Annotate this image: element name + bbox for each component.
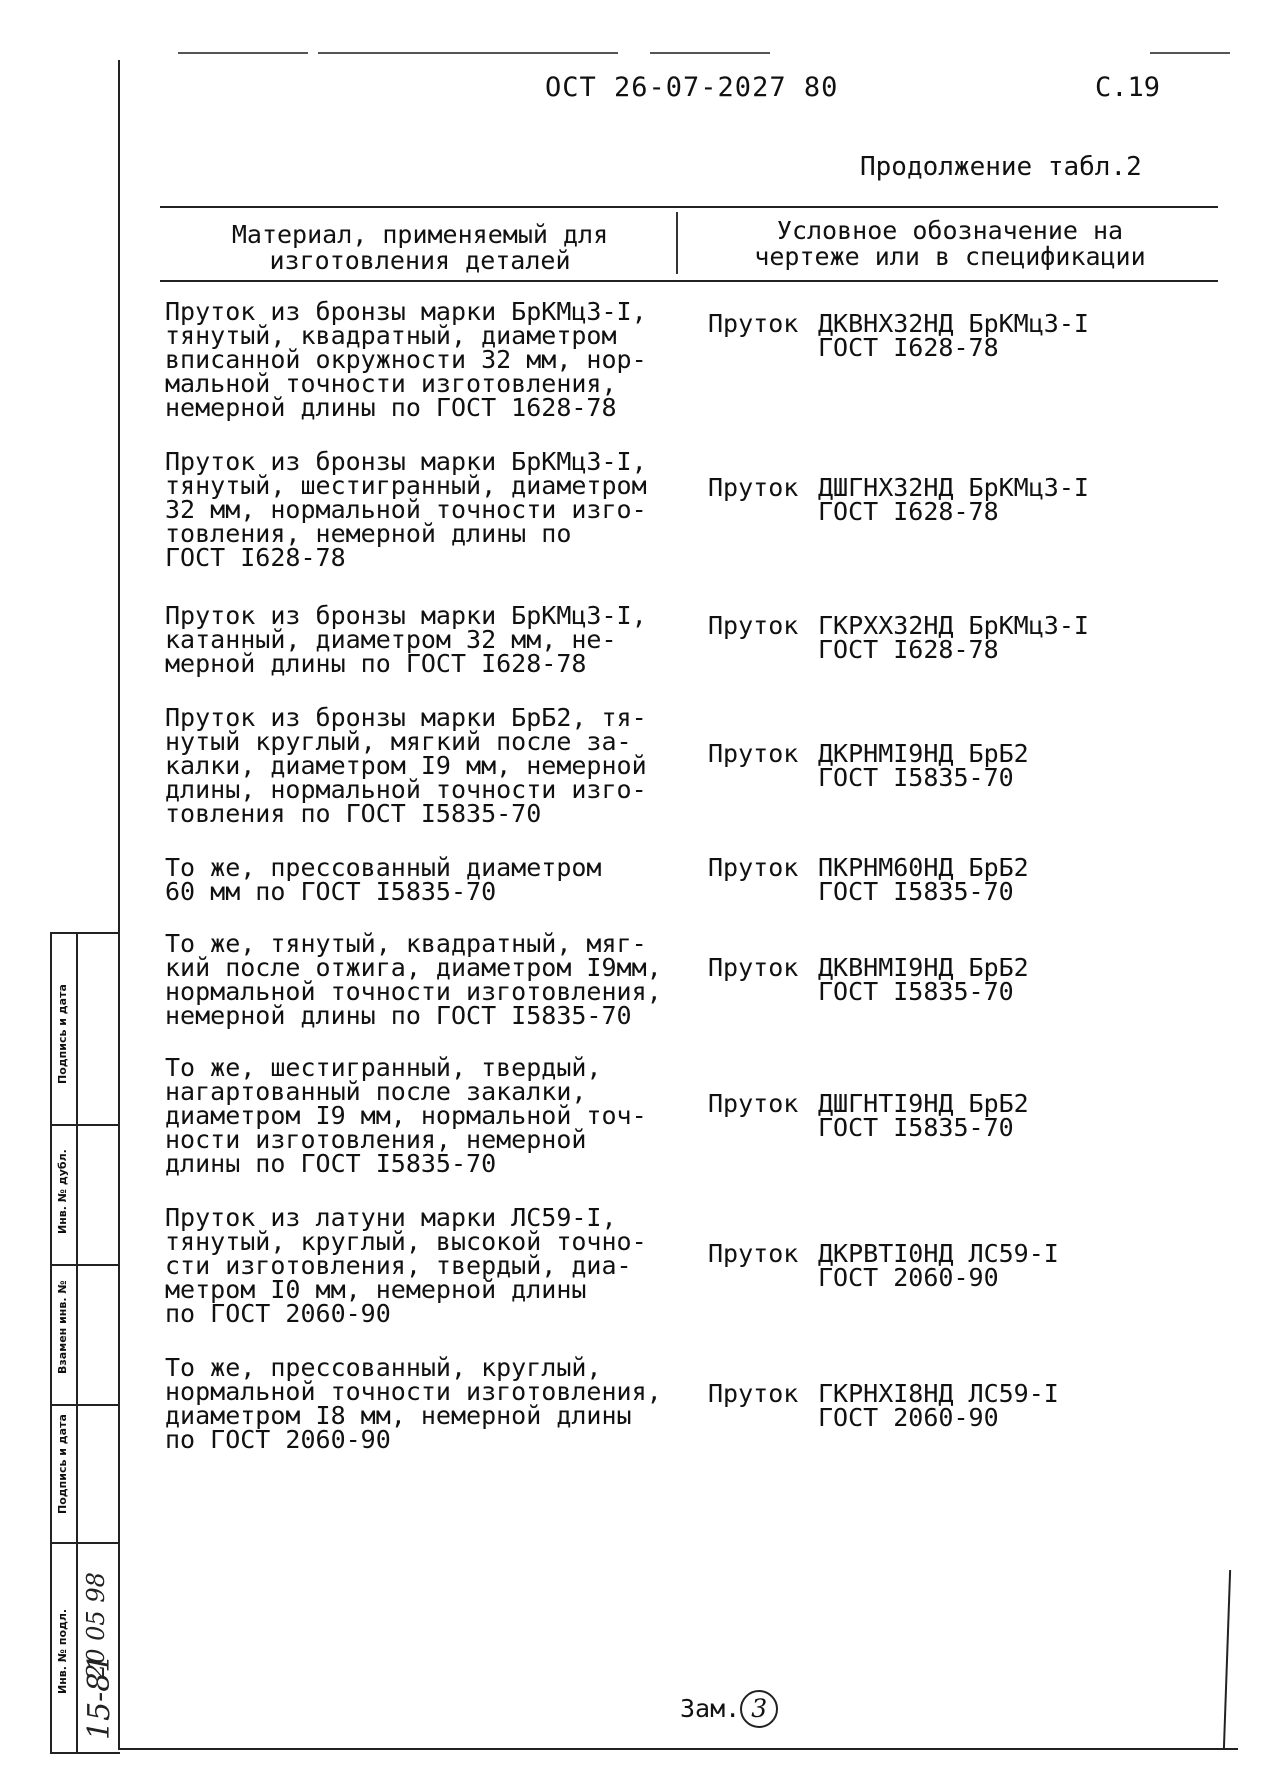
designation-standard: ГОСТ I628-78 bbox=[818, 635, 999, 664]
designation-cell bbox=[708, 309, 1089, 362]
designation-keyword: Пруток bbox=[708, 1379, 799, 1408]
stamp-signature-date-value: 20 05 98 bbox=[82, 1572, 110, 1679]
material-cell: Пруток из бронзы марки БрКМц3-I, тянутый, квадратный, диаметром вписанной окружности 32 мм, нор- мальной точности изготовления, немерной длины по ГОСТ 1628-78 bbox=[165, 297, 647, 422]
table-top-rule bbox=[160, 206, 1218, 208]
designation-code: ДКРВТI0НД ЛС59-I bbox=[818, 1239, 1059, 1268]
designation-keyword: Пруток bbox=[708, 1239, 799, 1268]
designation-standard: ГОСТ I628-78 bbox=[818, 497, 999, 526]
material-cell: То же, прессованный диаметром 60 мм по ГОСТ I5835-70 bbox=[165, 853, 602, 906]
designation-keyword: Пруток bbox=[708, 853, 799, 882]
stamp-cell-divider bbox=[52, 1124, 120, 1126]
designation-standard: ГОСТ 2060-90 bbox=[818, 1403, 999, 1432]
designation-cell bbox=[708, 1239, 1059, 1292]
stamp-label-replaced-inventory: Взамен инв. № bbox=[56, 1280, 69, 1374]
material-cell: Пруток из бронзы марки БрКМц3-I, тянутый, шестигранный, диаметром 32 мм, нормальной точности изго- товления, немерной длины по ГОСТ I628-78 bbox=[165, 447, 647, 572]
column-divider bbox=[676, 212, 678, 274]
page-number: С.19 bbox=[1095, 72, 1161, 103]
material-cell: Пруток из бронзы марки БрБ2, тя- нутый круглый, мягкий после за- калки, диаметром I9 мм, немерной длины, нормальной точности изго- товления по ГОСТ I5835-70 bbox=[165, 703, 647, 828]
designation-standard: ГОСТ 2060-90 bbox=[818, 1263, 999, 1292]
designation-standard: ГОСТ I5835-70 bbox=[818, 763, 1014, 792]
frame-bottom-border bbox=[118, 1748, 1238, 1750]
stamp-label-signature-date: Подпись и дата bbox=[56, 1414, 69, 1514]
designation-keyword: Пруток bbox=[708, 611, 799, 640]
stamp-label-signature-date-top: Подпись и дата bbox=[56, 984, 69, 1084]
designation-keyword: Пруток bbox=[708, 953, 799, 982]
table-header-rule bbox=[160, 280, 1218, 282]
stamp-label-original-inventory: Инв. № подл. bbox=[56, 1608, 69, 1694]
designation-cell bbox=[708, 853, 1029, 906]
designation-keyword: Пруток bbox=[708, 739, 799, 768]
table-continuation-label: Продолжение табл.2 bbox=[860, 152, 1142, 182]
frame-top-dash bbox=[1150, 52, 1230, 54]
stamp-label-divider bbox=[76, 934, 78, 1752]
stamp-cell-divider bbox=[52, 1542, 120, 1544]
designation-standard: ГОСТ I5835-70 bbox=[818, 1113, 1014, 1142]
designation-code: ДКВНМI9НД БрБ2 bbox=[818, 953, 1029, 982]
designation-code: ДШГНХ32НД БрКМц3-I bbox=[818, 473, 1089, 502]
designation-code: ПКРНМ60НД БрБ2 bbox=[818, 853, 1029, 882]
designation-cell bbox=[708, 1379, 1059, 1432]
frame-top-dash bbox=[178, 52, 308, 54]
material-cell: Пруток из латуни марки ЛС59-I, тянутый, круглый, высокой точно- сти изготовления, твердый, диа- метром I0 мм, немерной длины по ГОСТ 2060-90 bbox=[165, 1203, 647, 1328]
frame-top-dash bbox=[650, 52, 770, 54]
designation-standard: ГОСТ I628-78 bbox=[818, 333, 999, 362]
frame-right-border bbox=[1223, 1570, 1231, 1750]
designation-code: ДКРНМI9НД БрБ2 bbox=[818, 739, 1029, 768]
standard-code: ОСТ 26-07-2027 80 bbox=[545, 72, 839, 103]
stamp-cell-divider bbox=[52, 1264, 120, 1266]
designation-code: ДШГНТI9НД БрБ2 bbox=[818, 1089, 1029, 1118]
material-cell: То же, шестигранный, твердый, нагартованный после закалки, диаметром I9 мм, нормальной точ- ности изготовления, немерной длины по ГОСТ I5835-70 bbox=[165, 1053, 647, 1178]
designation-cell bbox=[708, 953, 1029, 1006]
stamp-cell-divider bbox=[52, 1404, 120, 1406]
designation-cell bbox=[708, 611, 1089, 664]
designation-standard: ГОСТ I5835-70 bbox=[818, 877, 1014, 906]
stamp-label-dupl-inventory: Инв. № дубл. bbox=[56, 1149, 69, 1234]
change-number-circle: 3 bbox=[740, 1690, 778, 1728]
designation-keyword: Пруток bbox=[708, 473, 799, 502]
change-label: Зам. bbox=[680, 1694, 741, 1723]
designation-cell bbox=[708, 473, 1089, 526]
stamp-inventory-number-value: 15-81 bbox=[82, 1653, 117, 1740]
column-header-designation: Условное обозначение на чертеже или в спецификации bbox=[754, 216, 1146, 271]
material-cell: Пруток из бронзы марки БрКМц3-I, катанный, диаметром 32 мм, не- мерной длины по ГОСТ I628-78 bbox=[165, 601, 647, 678]
designation-cell bbox=[708, 739, 1029, 792]
material-cell: То же, прессованный, круглый, нормальной точности изготовления, диаметром I8 мм, немерной длины по ГОСТ 2060-90 bbox=[165, 1353, 662, 1454]
material-cell: То же, тянутый, квадратный, мяг- кий после отжига, диаметром I9мм, нормальной точности изготовления, немерной длины по ГОСТ I5835-70 bbox=[165, 929, 662, 1030]
designation-keyword: Пруток bbox=[708, 309, 799, 338]
frame-top-dash bbox=[318, 52, 618, 54]
change-notice bbox=[680, 1690, 778, 1728]
designation-keyword: Пруток bbox=[708, 1089, 799, 1118]
side-stamp bbox=[50, 932, 120, 1754]
designation-code: ГКРХХ32НД БрКМц3-I bbox=[818, 611, 1089, 640]
designation-standard: ГОСТ I5835-70 bbox=[818, 977, 1014, 1006]
designation-code: ГКРНХI8НД ЛС59-I bbox=[818, 1379, 1059, 1408]
designation-cell bbox=[708, 1089, 1029, 1142]
column-header-material: Материал, применяемый для изготовления деталей bbox=[231, 220, 609, 275]
designation-code: ДКВНХ32НД БрКМц3-I bbox=[818, 309, 1089, 338]
